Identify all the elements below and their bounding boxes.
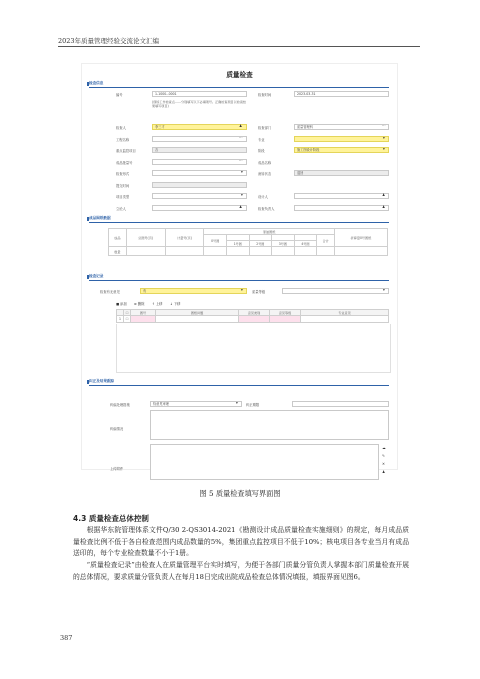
section-drawing-data: 成品图纸数据 <box>89 216 389 223</box>
submit-time <box>152 182 247 188</box>
section-heading: 4.3 质量检查总体控制 <box>73 514 149 523</box>
label-major: 专业 <box>258 138 265 142</box>
bianhao-field[interactable]: 1-1000--0001 <box>152 91 247 97</box>
table-header: 意见类别 <box>239 310 270 316</box>
chevron-down-icon[interactable]: ▾ <box>241 288 243 292</box>
figure-caption: 图 5 质量检查填写界面图 <box>199 489 281 498</box>
drawing-no-cell[interactable] <box>131 316 156 323</box>
label-has-opinion: 检查有无意见 <box>100 290 120 294</box>
table-header: 意见等级 <box>270 310 301 316</box>
opinion-cell[interactable] <box>301 316 389 323</box>
table-row-label: 数量 <box>109 247 127 256</box>
paragraph-2: “质量检查记录”由检查人在质量管理平台实时填写，为便于各部门质量分管负责人掌握本部门质量检查开展的总体情况，要求质量分管负责人在每月18日完成出院成品检查总体情况填报，填报界面见图6。 <box>73 561 409 581</box>
level-cell[interactable] <box>270 316 301 323</box>
stage-select[interactable]: 施工图设计阶段 <box>294 147 389 153</box>
chevron-down-icon[interactable]: ▾ <box>383 147 385 151</box>
table-header: 4号图 <box>294 241 317 247</box>
label-project: 工程名称 <box>116 138 130 142</box>
move-down-button[interactable]: ↓ 下移 <box>170 302 181 306</box>
situation-textarea[interactable] <box>150 410 389 440</box>
chevron-down-icon[interactable]: ▾ <box>241 193 243 197</box>
page-number: 387 <box>60 634 73 642</box>
label-key-project: 重点监控项目 <box>116 149 136 153</box>
table-header: 专业意见 <box>301 310 389 316</box>
chevron-down-icon[interactable]: ▾ <box>236 401 238 405</box>
running-header: 2023年质量管理经验交流论文汇编 <box>58 37 160 45</box>
select-all-checkbox[interactable]: ☐ <box>124 310 131 316</box>
chevron-down-icon[interactable]: ▾ <box>241 170 243 174</box>
close-icon[interactable]: ✕ <box>382 462 386 466</box>
attachment-box[interactable] <box>150 444 379 480</box>
category-cell[interactable] <box>239 316 270 323</box>
drawing-table <box>108 228 388 256</box>
quality-level-select[interactable] <box>282 288 389 294</box>
table-body-empty <box>116 324 391 373</box>
label-flow: 流转状态 <box>258 172 272 176</box>
label-deadline: 纠正期限 <box>246 403 260 407</box>
proposer-field[interactable] <box>152 205 247 211</box>
table-header: 合计 <box>317 235 335 247</box>
more-icon[interactable]: … <box>239 135 243 139</box>
row-checkbox[interactable]: ☐ <box>124 316 131 323</box>
dept-field[interactable]: 质量管理科 <box>294 124 389 130</box>
label-stage: 阶段 <box>258 149 265 153</box>
table-header: 图号 <box>131 310 156 316</box>
person-icon[interactable]: ♟ <box>239 124 243 128</box>
table-header: 计量号(页) <box>165 229 204 247</box>
label-bianhao: 编号 <box>116 93 123 97</box>
form-title: 质量检查 <box>226 71 253 79</box>
label-product-name: 成品名称 <box>258 161 272 165</box>
chevron-down-icon[interactable]: ▾ <box>383 288 385 292</box>
label-quality-level: 质量等级 <box>252 290 266 294</box>
deadline-field[interactable] <box>292 401 389 407</box>
delete-row-button[interactable]: ⊗ 删除 <box>134 302 145 306</box>
table-header: 图纸问题 <box>156 310 239 316</box>
table-header: 1号图 <box>227 241 250 247</box>
section-inspection-info: 检查信息 <box>89 81 389 88</box>
opinion-table <box>116 309 389 323</box>
has-opinion-select[interactable]: 有 <box>140 288 247 294</box>
issue-cell[interactable] <box>156 316 239 323</box>
section-inspection-record: 检查记录 <box>89 274 389 281</box>
label-date: 检查时间 <box>258 93 272 97</box>
table-header: 0号图 <box>204 235 227 247</box>
project-field[interactable] <box>152 136 247 142</box>
leader-field[interactable] <box>294 205 389 211</box>
label-designer: 设计人 <box>258 195 268 199</box>
chevron-down-icon[interactable]: ▾ <box>383 136 385 140</box>
add-row-button[interactable]: ■ 添加 <box>116 302 127 306</box>
edit-icon[interactable]: ✎ <box>382 454 386 458</box>
designer-field[interactable] <box>294 193 389 199</box>
form-screenshot <box>81 63 398 474</box>
label-situation: 纠偏情况 <box>110 427 124 431</box>
person-icon[interactable]: ♟ <box>382 470 386 474</box>
label-batch: 成品批量号 <box>116 161 133 165</box>
table-header: 成品 <box>109 229 127 247</box>
batch-field[interactable] <box>152 159 247 165</box>
person-icon[interactable]: ♟ <box>382 205 386 209</box>
paragraph-1: 根据华东院管理体系文件Q/30 2-QS3014-2021《勘测设计成品质量检查实施细则》的规定，每月成品质量检查比例不低于各自检查范围内成品数量的5%，集团重点监控项目不低于10%；核电项目各专业当月有成品送印的，每个专业检查数量不小于1册。 <box>73 526 409 558</box>
flow-status: 退回 <box>294 170 389 176</box>
label-project-type: 项目类型 <box>116 195 130 199</box>
table-header: 2号图 <box>249 241 272 247</box>
label-dept: 检查部门 <box>258 126 272 130</box>
header-rule <box>58 46 420 47</box>
section-correction: 纠正及结果跟踪 <box>89 379 389 386</box>
move-up-button[interactable]: ↑ 上移 <box>152 302 163 306</box>
inspector-field[interactable]: 李三才 <box>152 124 247 130</box>
table-row: 1 ☐ <box>117 316 389 323</box>
form-select[interactable] <box>152 170 247 176</box>
more-icon[interactable]: … <box>382 123 386 127</box>
measures-select[interactable]: 待意见审理 <box>150 401 242 407</box>
person-icon[interactable]: ♟ <box>239 205 243 209</box>
table-header: 总图号(页) <box>126 229 165 247</box>
key-project-field[interactable]: 否 <box>152 147 247 153</box>
label-proposer: 立论人 <box>116 207 126 211</box>
major-select[interactable] <box>294 136 389 142</box>
upload-icon[interactable]: ☁ <box>382 446 386 450</box>
table-group-header: 原始图纸 <box>204 229 334 235</box>
label-submit-time: 提交时间 <box>116 184 130 188</box>
label-attachment: 上传附件 <box>110 467 124 471</box>
table-header: 3号图 <box>272 241 295 247</box>
label-measures: 纠偏处理措施 <box>110 403 130 407</box>
person-icon[interactable]: ♟ <box>382 193 386 197</box>
date-field[interactable]: 2023-03-31 <box>294 91 389 97</box>
project-type-select[interactable] <box>152 193 247 199</box>
label-leader: 检查负责人 <box>258 207 275 211</box>
form-note: (现场工作检查点……分别填写以下必填项号。正确检查项目以检查结果填写项目) <box>152 100 247 109</box>
label-form: 检查形式 <box>116 172 130 176</box>
label-inspector: 检查人 <box>116 126 126 130</box>
table-header: 折算量0号图纸 <box>334 229 387 247</box>
more-icon[interactable]: … <box>239 158 243 162</box>
